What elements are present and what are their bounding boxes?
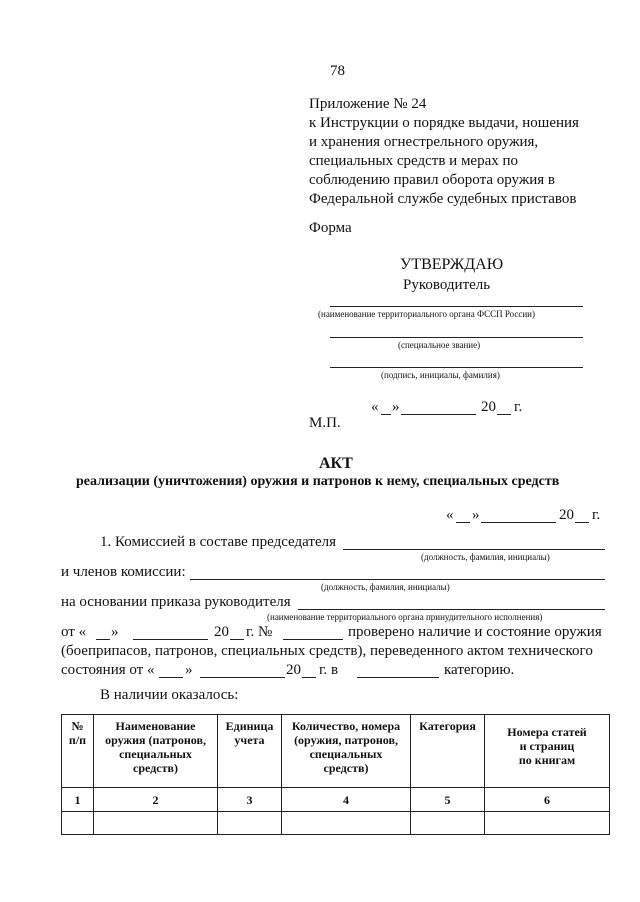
act-date-day-line	[456, 522, 470, 523]
order-month-line	[133, 639, 208, 640]
table-header-row	[62, 715, 610, 788]
act-date-year-line	[575, 522, 589, 523]
table-cell	[485, 812, 610, 835]
inventory-table	[61, 714, 610, 835]
commission-members-caption: (должность, фамилия, инициалы)	[321, 582, 450, 592]
order-basis-caption: (наименование территориального органа принудительного исполнения)	[267, 612, 543, 622]
tech-state-day-line	[159, 677, 183, 678]
table-cell	[62, 812, 94, 835]
approve-date-day-line	[381, 414, 391, 415]
appendix-line: и хранения огнестрельного оружия,	[309, 134, 539, 150]
approve-head-title: Руководитель	[403, 277, 491, 293]
appendix-line: к Инструкции о порядке выдачи, ношения	[309, 115, 579, 131]
header-name: Наименование оружия (патронов, специальных средств)	[94, 715, 218, 788]
tech-state-close: »	[185, 662, 193, 678]
column-number: 5	[411, 788, 485, 812]
table-cell	[218, 812, 282, 835]
approve-rank-line	[330, 337, 583, 338]
appendix-line: соблюдению правил оборота оружия в	[309, 172, 555, 188]
table-numbering-row	[62, 788, 610, 812]
order-basis-line	[298, 609, 605, 610]
commission-chair-label: 1. Комиссией в составе председателя	[100, 534, 337, 550]
approve-date-year-line	[497, 414, 511, 415]
column-number: 3	[218, 788, 282, 812]
column-number: 1	[62, 788, 94, 812]
commission-members-line	[190, 579, 605, 580]
order-year-line	[230, 639, 244, 640]
order-from-open: от «	[61, 624, 87, 640]
approve-date-close: »	[392, 399, 400, 415]
column-number: 4	[282, 788, 411, 812]
order-from-close: »	[111, 624, 119, 640]
order-number-line	[283, 639, 343, 640]
act-date-suffix: г.	[592, 507, 601, 523]
commission-chair-line	[343, 549, 605, 550]
approve-date-open: «	[371, 399, 379, 415]
approve-signature-line	[330, 367, 583, 368]
approve-org-caption: (наименование территориального органа ФССП России)	[318, 309, 535, 319]
approve-signature-caption: (подпись, инициалы, фамилия)	[381, 370, 500, 380]
body-line-2: (боеприпасов, патронов, специальных средств), переведенного актом технического	[61, 643, 593, 659]
table-cell	[94, 812, 218, 835]
tech-state-suffix: г. в	[319, 662, 339, 678]
category-line	[357, 677, 439, 678]
order-basis-label: на основании приказа руководителя	[61, 594, 291, 610]
category-end: категорию.	[444, 662, 515, 678]
page-number: 78	[330, 63, 345, 79]
table-empty-row	[62, 812, 610, 835]
appendix-line: Федеральной службе судебных приставов	[309, 191, 577, 207]
act-title: АКТ	[319, 455, 353, 472]
appendix-title: Приложение № 24	[309, 96, 427, 112]
approve-date-year: 20	[481, 399, 496, 415]
header-category: Категория	[411, 715, 485, 788]
header-unit: Единица учета	[218, 715, 282, 788]
checked-text: проверено наличие и состояние оружия	[348, 624, 602, 640]
column-number: 2	[94, 788, 218, 812]
act-date-close: »	[472, 507, 480, 523]
approve-date-suffix: г.	[514, 399, 523, 415]
seal-label: М.П.	[309, 415, 341, 431]
order-number-label: г. №	[246, 624, 273, 640]
approve-rank-caption: (специальное звание)	[398, 340, 481, 350]
column-number: 6	[485, 788, 610, 812]
tech-state-month-line	[200, 677, 285, 678]
tech-state-open: состояния от «	[61, 662, 155, 678]
tech-state-year-line	[302, 677, 316, 678]
header-number: № п/п	[62, 715, 94, 788]
order-day-line	[96, 639, 110, 640]
approve-heading: УТВЕРЖДАЮ	[400, 256, 504, 273]
found-label: В наличии оказалось:	[100, 687, 239, 703]
act-date-year: 20	[559, 507, 574, 523]
form-label: Форма	[309, 220, 352, 236]
act-subtitle: реализации (уничтожения) оружия и патронов к нему, специальных средств	[76, 474, 560, 489]
header-book-pages: Номера статей и страниц по книгам	[485, 715, 610, 788]
order-year: 20	[214, 624, 229, 640]
act-date-month-line	[481, 522, 556, 523]
table-cell	[411, 812, 485, 835]
approve-date-month-line	[401, 414, 476, 415]
tech-state-year: 20	[286, 662, 301, 678]
table-cell	[282, 812, 411, 835]
act-date-open: «	[446, 507, 454, 523]
commission-members-label: и членов комиссии:	[61, 564, 186, 580]
appendix-line: специальных средств и мерах по	[309, 153, 519, 169]
commission-chair-caption: (должность, фамилия, инициалы)	[421, 552, 550, 562]
approve-org-line	[330, 306, 583, 307]
header-quantity: Количество, номера (оружия, патронов, специальных средств)	[282, 715, 411, 788]
